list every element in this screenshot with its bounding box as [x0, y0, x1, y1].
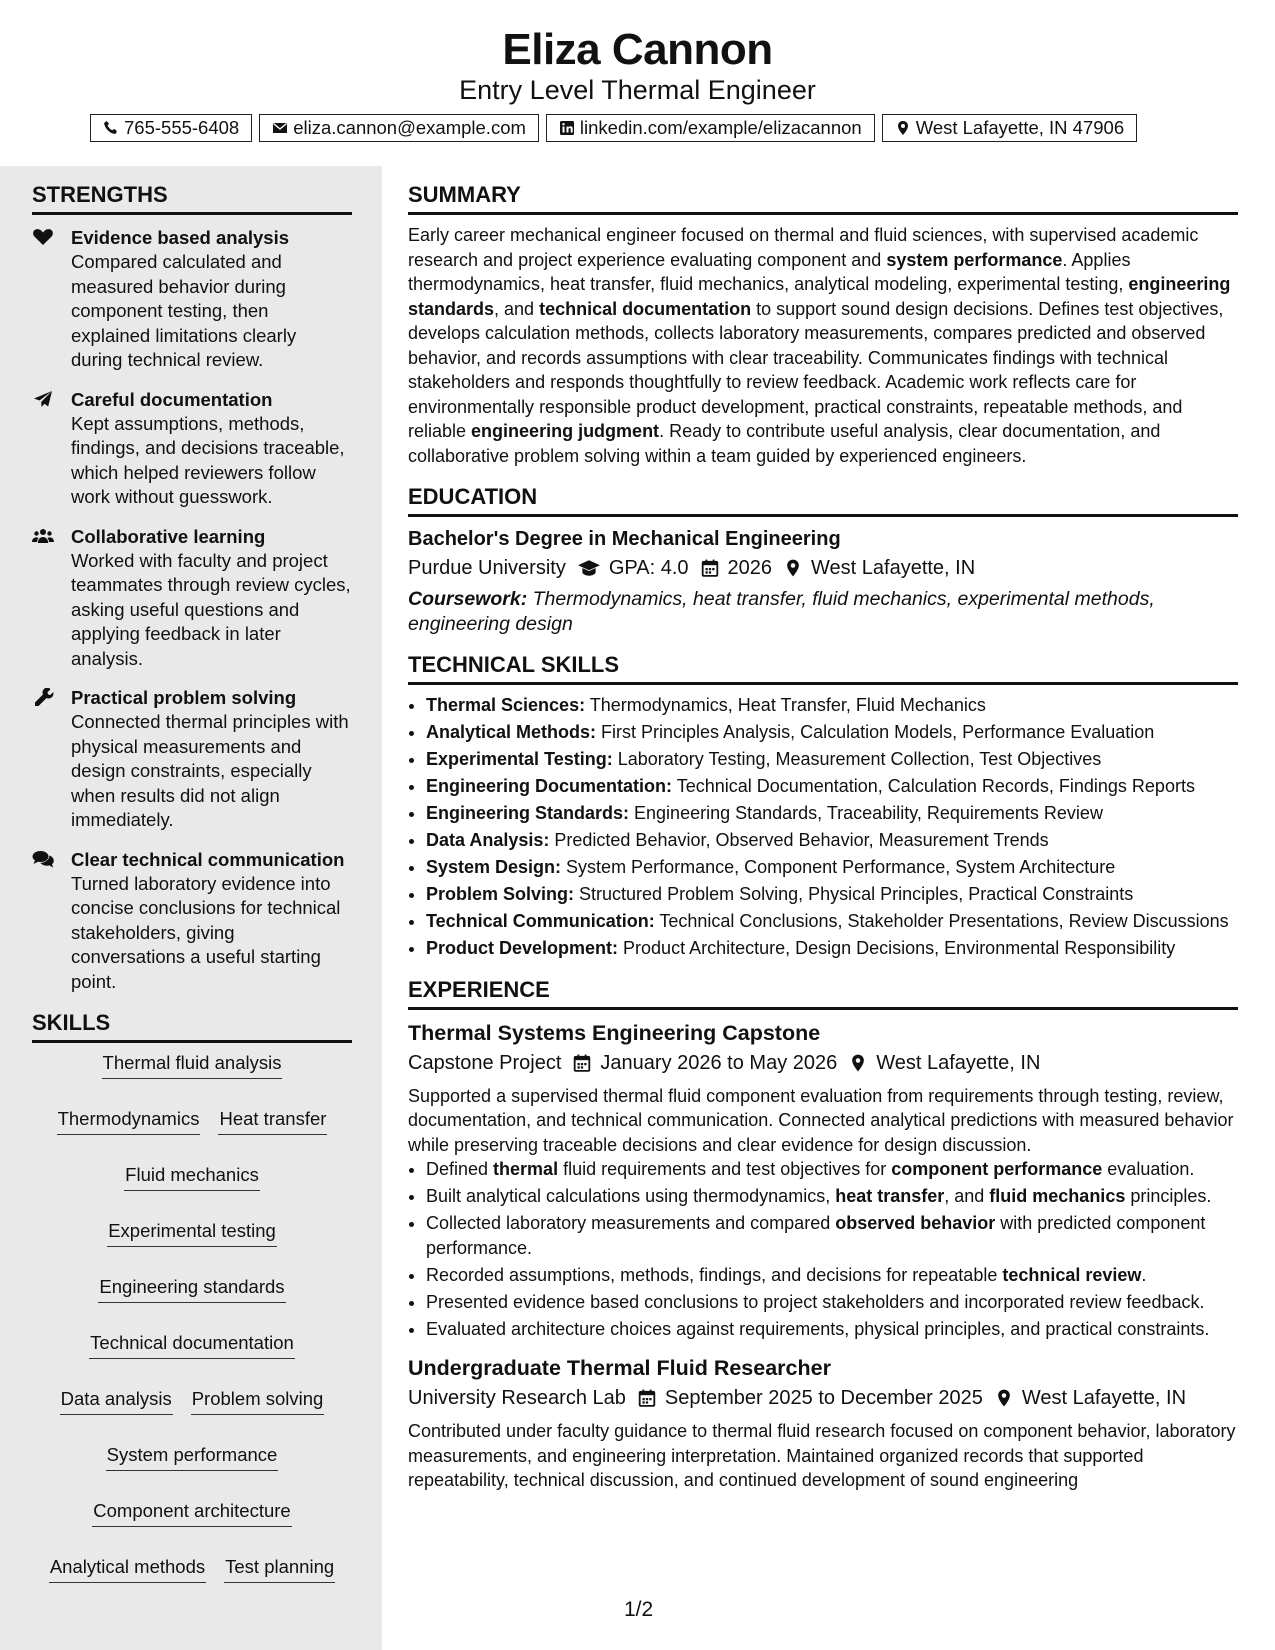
strengths-list [32, 225, 352, 994]
coursework-label: Coursework: [408, 588, 528, 610]
skill-tag: Heat transfer [218, 1107, 327, 1135]
job-dates: September 2025 to December 2025 [664, 1387, 983, 1409]
technical-skill-label: Engineering Documentation: [426, 776, 673, 796]
resume-header [0, 0, 1275, 166]
technical-skill-item [426, 828, 1238, 853]
contact-linkedin[interactable] [546, 114, 875, 142]
skill-tag: System performance [106, 1443, 279, 1471]
job-meta [408, 1383, 1238, 1413]
job-bullet [426, 1211, 1238, 1260]
school-name: Purdue University [408, 557, 566, 579]
strength-title: Evidence based analysis [71, 227, 290, 248]
phone-icon [103, 120, 119, 136]
technical-skill-value: Engineering Standards, Traceability, Requirements Review [629, 803, 1103, 823]
text-segment: , and [494, 298, 540, 319]
location-pin-icon [995, 1389, 1013, 1407]
strength-item [32, 524, 352, 672]
text-segment: Presented evidence based conclusions to project stakeholders and incorporated review feedback. [426, 1291, 1205, 1312]
graduation-cap-icon [578, 559, 600, 577]
degree-title: Bachelor's Degree in Mechanical Engineering [408, 528, 841, 550]
job-bullet [426, 1157, 1238, 1182]
technical-skill-label: Product Development: [426, 938, 619, 958]
candidate-name: Eliza Cannon [502, 25, 773, 74]
job-meta [408, 1048, 1238, 1078]
bold-keyword: component performance [891, 1159, 1103, 1179]
comments-icon [32, 850, 54, 868]
job-description: Supported a supervised thermal fluid component evaluation from requirements through testing, review, documentation, and technical communication. Connected analytical predictions with measured behavior while preserving traceable decisions and clear evidence for design discussion. [408, 1085, 1234, 1155]
text-segment: , and [944, 1186, 990, 1206]
paper-plane-icon [32, 390, 54, 408]
bold-keyword: fluid mechanics [989, 1186, 1126, 1206]
technical-skill-value: Predicted Behavior, Observed Behavior, Measurement Trends [549, 830, 1049, 850]
experience-heading: EXPERIENCE [408, 975, 1238, 1010]
calendar-icon [701, 559, 719, 577]
technical-skill-item [426, 747, 1238, 772]
technical-skill-label: Experimental Testing: [426, 749, 613, 769]
text-segment: Recorded assumptions, methods, findings, and decisions for repeatable [426, 1264, 1003, 1285]
users-icon [32, 527, 54, 545]
job-title: Undergraduate Thermal Fluid Researcher [408, 1356, 831, 1380]
text-segment: Early career mechanical engineer focused on thermal and fluid sciences, with supervised academic research and project experience evaluating component and [408, 225, 1199, 270]
job-bullet [426, 1290, 1238, 1315]
technical-skill-label: Analytical Methods: [426, 722, 597, 742]
summary-text [408, 223, 1238, 468]
summary-heading: SUMMARY [408, 180, 1238, 215]
technical-skill-value: Product Architecture, Design Decisions, Environmental Responsibility [618, 938, 1176, 958]
strength-title: Clear technical communication [71, 848, 345, 870]
bold-keyword: thermal [493, 1159, 559, 1179]
technical-skills-heading: TECHNICAL SKILLS [408, 650, 1238, 685]
summary-section [408, 180, 1238, 468]
contact-email[interactable] [259, 114, 539, 142]
coursework-text: Thermodynamics, heat transfer, fluid mechanics, experimental methods, engineering design [408, 588, 1155, 635]
strength-item [32, 387, 352, 510]
calendar-icon [573, 1054, 591, 1072]
technical-skill-label: System Design: [426, 857, 562, 877]
bold-keyword: technical review [1002, 1264, 1142, 1285]
strength-desc: Kept assumptions, methods, findings, and decisions traceable, which helped reviewers follow work without guesswork. [71, 412, 345, 507]
technical-skill-item [426, 882, 1238, 907]
jobs-list [408, 1018, 1238, 1493]
technical-skill-value: First Principles Analysis, Calculation Models, Performance Evaluation [596, 722, 1155, 742]
technical-skill-value: Structured Problem Solving, Physical Principles, Practical Constraints [574, 884, 1134, 904]
job-organization: Capstone Project [408, 1051, 562, 1074]
envelope-icon [272, 120, 288, 136]
contact-email-text: eliza.cannon@example.com [293, 117, 526, 138]
bold-keyword: heat transfer [835, 1186, 945, 1206]
technical-skill-value: Thermodynamics, Heat Transfer, Fluid Mechanics [585, 695, 986, 715]
job-entry [408, 1353, 1238, 1493]
candidate-title: Entry Level Thermal Engineer [459, 75, 816, 105]
text-segment: fluid requirements and test objectives for [558, 1159, 892, 1179]
graduation-year: 2026 [727, 557, 773, 579]
skills-cloud [32, 1051, 352, 1583]
gpa: GPA: 4.0 [608, 557, 689, 579]
text-segment: with predicted component performance. [426, 1213, 1206, 1258]
text-segment: evaluation. [1102, 1159, 1195, 1179]
location-pin-icon [895, 120, 911, 136]
strength-desc: Connected thermal principles with physical measurements and design constraints, especially when results did not align immediately. [71, 711, 349, 830]
technical-skill-item [426, 801, 1238, 826]
technical-skills-list [408, 693, 1238, 961]
page-number: 1/2 [624, 1598, 654, 1621]
skill-tag: Fluid mechanics [124, 1163, 260, 1191]
bold-keyword: system performance [886, 249, 1063, 270]
calendar-icon [638, 1389, 656, 1407]
main-column [408, 180, 1238, 1507]
job-bullets [408, 1157, 1238, 1341]
school-location: West Lafayette, IN [811, 557, 976, 579]
sidebar [0, 166, 382, 1650]
technical-skills-section [408, 650, 1238, 961]
text-segment: Built analytical calculations using thermodynamics, [426, 1186, 836, 1206]
linkedin-icon [559, 120, 575, 136]
contact-location [882, 114, 1137, 142]
text-segment: . Applies thermodynamics, heat transfer, fluid mechanics, analytical modeling, experimental testing, [408, 249, 1131, 294]
strength-item [32, 847, 352, 995]
coursework [408, 587, 1238, 636]
technical-skill-value: System Performance, Component Performance, System Architecture [561, 857, 1116, 877]
bold-keyword: observed behavior [835, 1213, 996, 1233]
technical-skill-value: Technical Conclusions, Stakeholder Presentations, Review Discussions [654, 911, 1229, 931]
skill-tag: Engineering standards [98, 1275, 285, 1303]
contact-phone-text: 765-555-6408 [124, 117, 240, 138]
skill-tag: Experimental testing [107, 1219, 277, 1247]
technical-skill-value: Technical Documentation, Calculation Records, Findings Reports [672, 776, 1195, 796]
job-bullet [426, 1263, 1238, 1288]
contact-phone[interactable] [90, 114, 252, 142]
bold-keyword: technical documentation [539, 298, 752, 319]
heart-icon [32, 228, 54, 246]
contact-bar [90, 114, 1137, 144]
text-segment: Evaluated architecture choices against requirements, physical principles, and practical constraints. [426, 1318, 1210, 1339]
skill-tag: Thermal fluid analysis [102, 1051, 283, 1079]
technical-skill-item [426, 936, 1238, 961]
job-entry [408, 1018, 1238, 1342]
technical-skill-label: Technical Communication: [426, 911, 655, 931]
job-organization: University Research Lab [408, 1387, 626, 1409]
skills-heading: SKILLS [32, 1008, 352, 1043]
skill-tag: Thermodynamics [57, 1107, 201, 1135]
technical-skill-label: Thermal Sciences: [426, 695, 586, 715]
job-bullet [426, 1184, 1238, 1209]
strength-title: Practical problem solving [71, 687, 297, 708]
skill-tag: Problem solving [191, 1387, 325, 1415]
job-location: West Lafayette, IN [876, 1051, 1041, 1074]
technical-skill-item [426, 909, 1238, 934]
education-meta [408, 553, 1238, 583]
education-heading: EDUCATION [408, 482, 1238, 517]
wrench-icon [32, 688, 54, 706]
job-dates: January 2026 to May 2026 [600, 1051, 838, 1074]
skill-tag: Technical documentation [89, 1331, 295, 1359]
contact-linkedin-text: linkedin.com/example/elizacannon [579, 117, 862, 138]
technical-skill-value: Laboratory Testing, Measurement Collection, Test Objectives [612, 749, 1102, 769]
text-segment: Defined [426, 1159, 494, 1179]
contact-location-text: West Lafayette, IN 47906 [915, 117, 1125, 138]
technical-skill-item [426, 855, 1238, 880]
location-pin-icon [784, 559, 802, 577]
technical-skill-item [426, 720, 1238, 745]
strength-title: Collaborative learning [71, 525, 266, 547]
skill-tag: Data analysis [60, 1387, 173, 1415]
strength-item [32, 685, 352, 833]
strength-desc: Compared calculated and measured behavior during component testing, then explained limitations clearly during technical review. [71, 251, 297, 370]
bold-keyword: engineering standards [408, 274, 1231, 319]
skill-tag: Test planning [224, 1555, 335, 1583]
technical-skill-item [426, 693, 1238, 718]
strength-item [32, 225, 352, 373]
text-segment: principles. [1125, 1186, 1212, 1206]
job-location: West Lafayette, IN [1021, 1387, 1187, 1409]
text-segment: to support sound design decisions. Defines test objectives, develops calculation methods, collects laboratory measurements, compares predicted and observed behavior, and records assumptions with clear traceability. Communicates findings with technical stakeholders and responds thoughtfully to review feedback. Academic work reflects care for environmentally responsible product development, practical constraints, repeatable methods, and reliable [408, 298, 1224, 441]
technical-skill-item [426, 774, 1238, 799]
skill-tag: Analytical methods [49, 1555, 206, 1583]
technical-skill-label: Problem Solving: [426, 884, 575, 904]
strengths-heading: STRENGTHS [32, 180, 352, 215]
location-pin-icon [849, 1054, 867, 1072]
job-description: Contributed under faculty guidance to thermal fluid research focused on component behavior, laboratory measurements, and engineering interpretation. Maintained organized records that supported repeatability, technical discussion, and continued development of sound engineering [408, 1421, 1236, 1490]
experience-section [408, 975, 1238, 1493]
technical-skill-label: Data Analysis: [426, 830, 550, 850]
job-title: Thermal Systems Engineering Capstone [408, 1020, 821, 1045]
text-segment: Collected laboratory measurements and compared [426, 1213, 836, 1233]
bold-keyword: engineering judgment [471, 421, 660, 441]
strength-desc: Worked with faculty and project teammates through review cycles, asking useful questions and applying feedback in later analysis. [71, 549, 351, 669]
skill-tag: Component architecture [92, 1499, 291, 1527]
strength-desc: Turned laboratory evidence into concise conclusions for technical stakeholders, giving conversations a useful starting point. [71, 872, 341, 992]
text-segment: . Ready to contribute useful analysis, clear documentation, and collaborative problem solving within a team guided by experienced engineers. [408, 421, 1161, 466]
strength-title: Careful documentation [71, 388, 273, 410]
job-bullet [426, 1317, 1238, 1342]
education-section [408, 482, 1238, 636]
text-segment: . [1141, 1264, 1147, 1285]
technical-skill-label: Engineering Standards: [426, 803, 630, 823]
